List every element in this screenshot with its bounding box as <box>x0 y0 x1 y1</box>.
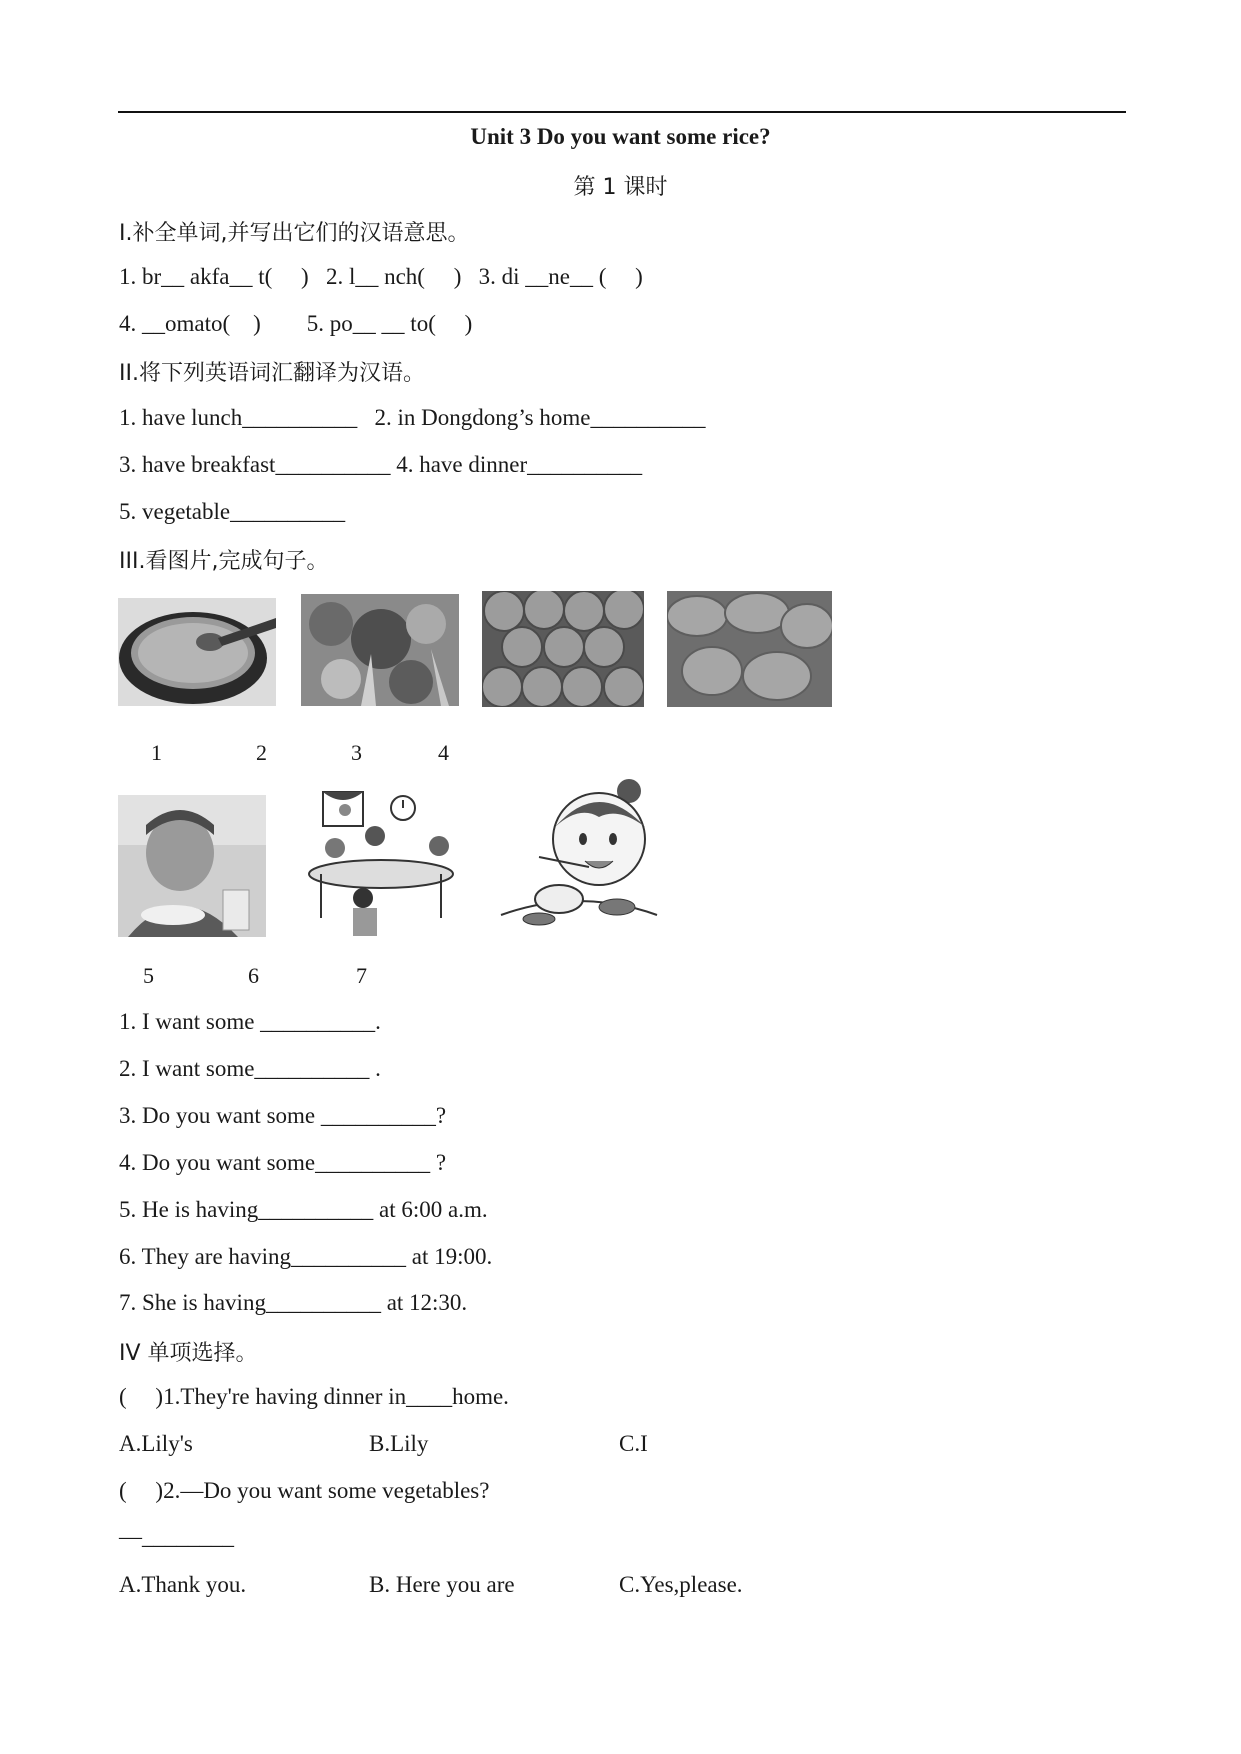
lesson-label: 第 1 课时 <box>573 175 668 200</box>
girl-eating-rice-picture <box>499 777 659 934</box>
picture-number: 1 <box>151 740 162 765</box>
family-dinner-picture <box>301 788 465 938</box>
picture-number: 5 <box>143 963 154 988</box>
sentence: 1. I want some __________. <box>119 1009 381 1034</box>
picture-number: 7 <box>356 963 367 988</box>
option-b: B.Lily <box>369 1431 429 1456</box>
section4-heading: IV 单项选择。 <box>119 1341 258 1366</box>
section1-line1: 1. br__ akfa__ t( ) 2. l__ nch( ) 3. di __ne__ ( ) <box>119 264 643 289</box>
boy-eating-picture <box>118 795 266 937</box>
question-1: ( )1.They're having dinner in____home. <box>119 1384 509 1409</box>
section3-heading: III.看图片,完成句子。 <box>119 549 329 574</box>
section1-heading: I.补全单词,并写出它们的汉语意思。 <box>119 221 470 246</box>
section2-line1: 1. have lunch__________ 2. in Dongdong’s home__________ <box>119 405 706 430</box>
top-rule <box>118 111 1126 113</box>
section2-line2: 3. have breakfast__________ 4. have dinner__________ <box>119 452 643 477</box>
option-a: A.Thank you. <box>119 1572 247 1597</box>
vegetables-picture <box>301 594 459 706</box>
sentence: 7. She is having__________ at 12:30. <box>119 1290 468 1315</box>
section2-heading: II.将下列英语词汇翻译为汉语。 <box>119 361 425 386</box>
picture-number: 6 <box>248 963 259 988</box>
answer-line: —________ <box>119 1524 234 1549</box>
section1-line2: 4. __omato( ) 5. po__ __ to( ) <box>119 311 473 336</box>
tomatoes-picture <box>482 591 644 707</box>
option-b: B. Here you are <box>369 1572 515 1597</box>
potatoes-picture <box>667 591 832 707</box>
sentence: 3. Do you want some __________? <box>119 1103 447 1128</box>
sentence: 2. I want some__________ . <box>119 1056 381 1081</box>
sentence: 4. Do you want some__________ ? <box>119 1150 447 1175</box>
picture-number: 4 <box>438 740 449 765</box>
picture-number: 2 <box>256 740 267 765</box>
porridge-bowl-picture <box>118 598 276 706</box>
option-c: C.I <box>619 1431 648 1456</box>
option-a: A.Lily's <box>119 1431 193 1456</box>
option-c: C.Yes,please. <box>619 1572 743 1597</box>
picture-number: 3 <box>351 740 362 765</box>
sentence: 6. They are having__________ at 19:00. <box>119 1244 493 1269</box>
page-title: Unit 3 Do you want some rice? <box>470 124 771 149</box>
section2-line3: 5. vegetable__________ <box>119 499 346 524</box>
question-2: ( )2.—Do you want some vegetables? <box>119 1478 490 1503</box>
sentence: 5. He is having__________ at 6:00 a.m. <box>119 1197 488 1222</box>
